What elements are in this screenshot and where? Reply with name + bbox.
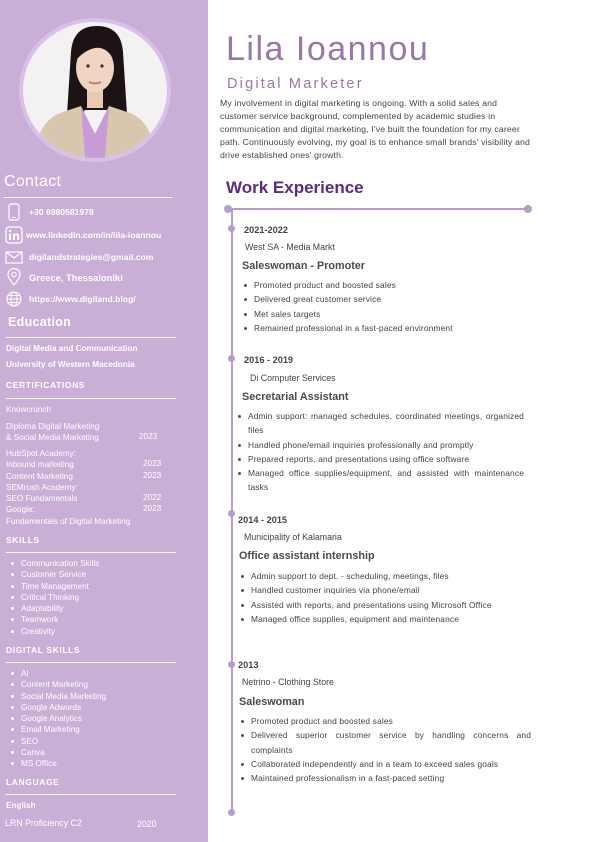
list-item: Promoted product and boosted sales bbox=[242, 278, 532, 292]
list-item: Handled phone/email inquiries professionally and promptly bbox=[236, 438, 524, 452]
cert-diploma-line1: Diploma Digital Marketing bbox=[6, 422, 100, 431]
certifications-heading: CERTIFICATIONS bbox=[6, 380, 86, 390]
digital-skills-divider bbox=[6, 662, 176, 663]
education-divider bbox=[6, 337, 176, 338]
contact-website[interactable]: https://www.digiland.blog/ bbox=[29, 294, 136, 304]
skills-list bbox=[10, 558, 99, 637]
job-date: 2021-2022 bbox=[244, 225, 288, 235]
cert-seo-year: 2022 bbox=[143, 493, 162, 502]
globe-icon bbox=[5, 290, 23, 308]
job-role: Office assistant internship bbox=[239, 550, 375, 562]
timeline-dot bbox=[228, 355, 235, 362]
cert-fundamentals-digital-marketing: Fundamentals of Digital Marketing bbox=[6, 517, 131, 526]
list-item: Managed office supplies, equipment and maintenance bbox=[239, 612, 527, 626]
job-date: 2013 bbox=[238, 660, 259, 670]
cert-provider-google: Google: bbox=[6, 505, 35, 514]
list-item: Delivered great customer service bbox=[242, 292, 532, 306]
cert-content-marketing: Content Marketing bbox=[6, 472, 73, 481]
list-item: Admin support: managed schedules, coordinated meetings, organized files bbox=[236, 409, 524, 438]
list-item: Promoted product and boosted sales bbox=[239, 714, 531, 728]
contact-divider bbox=[4, 197, 172, 198]
list-item: Collaborated independently and in a team to exceed sales goals bbox=[239, 757, 531, 771]
skills-heading: SKILLS bbox=[6, 535, 40, 545]
work-experience-divider bbox=[230, 208, 528, 210]
education-heading: Education bbox=[8, 315, 72, 329]
language-divider bbox=[6, 794, 176, 795]
list-item: Prepared reports, and presentations using office software bbox=[236, 452, 524, 466]
contact-linkedin[interactable]: www.linkedin.com/in/lila-ioannou bbox=[26, 230, 162, 240]
digital-skills-heading: DIGITAL SKILLS bbox=[6, 645, 81, 655]
timeline-dot bbox=[228, 661, 235, 668]
contact-email-row bbox=[5, 248, 153, 266]
job-company: Netrino - Clothing Store bbox=[242, 677, 334, 687]
language-year: 2020 bbox=[137, 819, 157, 829]
list-item: Handled customer inquiries via phone/email bbox=[239, 583, 527, 597]
cert-diploma-line2: & Social Media Marketing bbox=[6, 433, 99, 442]
work-experience-heading: Work Experience bbox=[226, 178, 364, 197]
job-role: Secretarial Assistant bbox=[242, 391, 349, 403]
list-item: Time Management bbox=[10, 581, 99, 592]
cert-content-year: 2023 bbox=[143, 471, 162, 480]
list-item: Email Marketing bbox=[10, 724, 106, 735]
digital-skills-list bbox=[10, 668, 106, 770]
contact-location-row bbox=[5, 268, 123, 286]
list-item: Google Analytics bbox=[10, 713, 106, 724]
job-bullets bbox=[239, 714, 531, 785]
list-item: Creativity bbox=[10, 626, 99, 637]
job-role: Saleswoman bbox=[239, 696, 305, 708]
cert-provider-knowcrunch: Knowcrunch bbox=[6, 405, 52, 414]
timeline-dot bbox=[228, 510, 235, 517]
list-item: Critical Thinking bbox=[10, 592, 99, 603]
cert-provider-hubspot: HubSpot Academy: bbox=[6, 449, 77, 458]
list-item: MS Office bbox=[10, 758, 106, 769]
cert-inbound-marketing: Inbound marketing bbox=[6, 460, 74, 469]
profile-photo-illustration bbox=[23, 22, 167, 158]
education-university: University of Western Macedonia bbox=[6, 360, 135, 369]
location-pin-icon bbox=[5, 268, 23, 286]
list-item: Teamwork bbox=[10, 614, 99, 625]
contact-linkedin-row bbox=[5, 226, 161, 244]
language-name: English bbox=[6, 801, 36, 810]
list-item: Admin support to dept. - scheduling, meetings, files bbox=[239, 569, 527, 583]
list-item: Remained professional in a fast-paced environment bbox=[242, 321, 532, 335]
skills-divider bbox=[6, 552, 176, 553]
job-bullets bbox=[242, 278, 532, 335]
list-item: Delivered superior customer service by handling concerns and complaints bbox=[239, 728, 531, 757]
list-item: Google Adwords bbox=[10, 702, 106, 713]
mail-icon bbox=[5, 248, 23, 266]
language-heading: LANGUAGE bbox=[6, 777, 60, 787]
certifications-divider bbox=[6, 398, 176, 399]
education-degree: Digital Media and Communication bbox=[6, 344, 138, 353]
job-company: Municipality of Kalamaria bbox=[244, 532, 342, 542]
candidate-name: Lila Ioannou bbox=[226, 30, 430, 68]
list-item: Canva bbox=[10, 747, 106, 758]
contact-email[interactable]: digilandstrategies@gmail.com bbox=[29, 252, 154, 262]
list-item: Communication Skills bbox=[10, 558, 99, 569]
list-item: Managed office supplies/equipment, and assisted with maintenance tasks bbox=[236, 466, 524, 495]
language-level: LRN Proficiency C2 bbox=[5, 818, 82, 828]
job-company: Di Computer Services bbox=[250, 373, 336, 383]
list-item: Content Marketing bbox=[10, 679, 106, 690]
phone-icon bbox=[5, 203, 23, 221]
cert-google-year: 2023 bbox=[143, 504, 162, 513]
list-item: Assisted with reports, and presentations using Microsoft Office bbox=[239, 598, 527, 612]
cert-diploma-year: 2023 bbox=[139, 432, 158, 441]
job-bullets bbox=[236, 409, 524, 495]
profile-photo bbox=[19, 18, 171, 162]
list-item: AI bbox=[10, 668, 106, 679]
contact-phone[interactable]: +30 6980581978 bbox=[29, 207, 94, 217]
cert-seo-fundamentals: SEO Fundamentals bbox=[6, 494, 78, 503]
list-item: Adaptability bbox=[10, 603, 99, 614]
list-item: Social Media Marketing bbox=[10, 691, 106, 702]
list-item: Met sales targets bbox=[242, 307, 532, 321]
job-date: 2016 - 2019 bbox=[244, 355, 294, 365]
timeline-dot bbox=[228, 809, 235, 816]
profile-summary: My involvement in digital marketing is ongoing. With a solid sales and customer service background, complemented by academic studies in communication and digital marketing, I've built the foundation for my career path. Continuously evolving, my goal is to enhance small brands' visibility and drive established ones' growth. bbox=[220, 98, 531, 160]
list-item: Customer Service bbox=[10, 569, 99, 580]
job-role: Saleswoman - Promoter bbox=[242, 260, 365, 272]
contact-location: Greece, Thessaloniki bbox=[29, 271, 123, 283]
timeline-dot bbox=[228, 225, 235, 232]
job-company: West SA - Media Markt bbox=[245, 242, 335, 252]
job-bullets bbox=[239, 569, 527, 626]
cert-inbound-year: 2023 bbox=[143, 459, 162, 468]
sidebar bbox=[0, 0, 208, 842]
divider-end-dot bbox=[524, 205, 532, 213]
contact-website-row bbox=[5, 290, 136, 308]
contact-heading: Contact bbox=[4, 173, 62, 190]
linkedin-icon bbox=[5, 226, 23, 244]
candidate-role: Digital Marketer bbox=[227, 76, 364, 92]
job-date: 2014 - 2015 bbox=[238, 515, 288, 525]
list-item: SEO bbox=[10, 736, 106, 747]
list-item: Maintained professionalism in a fast-paced setting bbox=[239, 771, 531, 785]
cert-provider-semrush: SEMrush Academy: bbox=[6, 483, 78, 492]
contact-phone-row bbox=[5, 203, 94, 221]
